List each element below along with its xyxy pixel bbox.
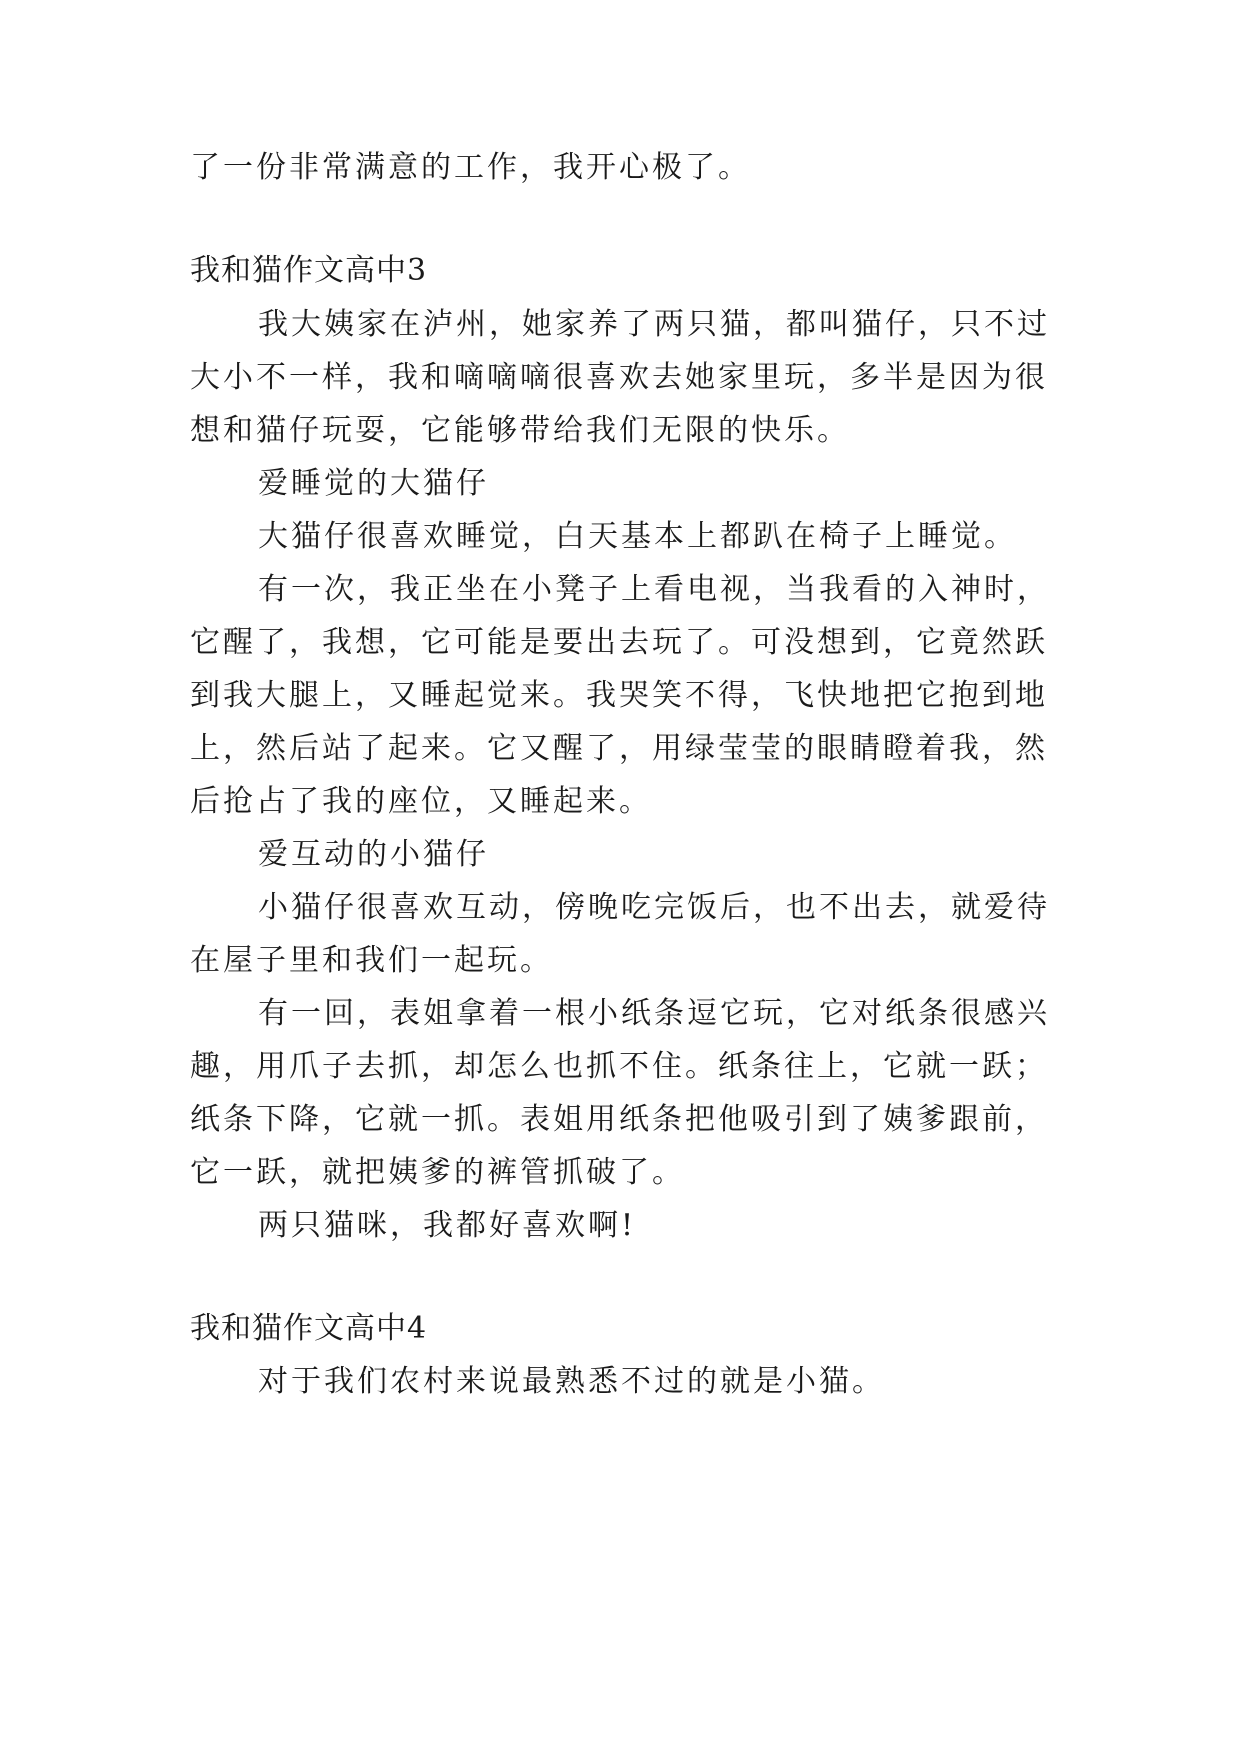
paragraph-line: 对于我们农村来说最熟悉不过的就是小猫。 (258, 1364, 885, 1399)
subheading-line: 爱互动的小猫仔 (258, 837, 489, 872)
section-heading: 我和猫作文高中4 (190, 1311, 428, 1346)
paragraph-line: 两只猫咪，我都好喜欢啊! (258, 1208, 637, 1243)
paragraph-line: 想和猫仔玩耍，它能够带给我们无限的快乐。 (190, 413, 850, 448)
subheading-line: 爱睡觉的大猫仔 (258, 466, 489, 501)
paragraph-line: 纸条下降，它就一抓。表姐用纸条把他吸引到了姨爹跟前， (190, 1102, 1048, 1137)
paragraph-line: 在屋子里和我们一起玩。 (190, 943, 553, 978)
paragraph-line: 小猫仔很喜欢互动，傍晚吃完饭后，也不出去，就爱待 (258, 890, 1050, 925)
paragraph-line: 它醒了，我想，它可能是要出去玩了。可没想到，它竟然跃 (190, 625, 1048, 660)
paragraph-line: 它一跃，就把姨爹的裤管抓破了。 (190, 1155, 685, 1190)
paragraph-line: 我大姨家在泸州，她家养了两只猫，都叫猫仔，只不过 (258, 307, 1050, 342)
paragraph-line: 趣，用爪子去抓，却怎么也抓不住。纸条往上，它就一跃； (190, 1049, 1048, 1084)
paragraph-line: 后抢占了我的座位，又睡起来。 (190, 784, 652, 819)
paragraph-line: 有一次，我正坐在小凳子上看电视，当我看的入神时， (258, 572, 1050, 607)
paragraph-line: 了一份非常满意的工作，我开心极了。 (190, 150, 751, 185)
section-heading: 我和猫作文高中3 (190, 253, 428, 288)
paragraph-line: 有一回，表姐拿着一根小纸条逗它玩，它对纸条很感兴 (258, 996, 1050, 1031)
paragraph-line: 上，然后站了起来。它又醒了，用绿莹莹的眼睛瞪着我，然 (190, 731, 1048, 766)
paragraph-line: 大猫仔很喜欢睡觉，白天基本上都趴在椅子上睡觉。 (258, 519, 1017, 554)
paragraph-line: 大小不一样，我和嘀嘀嘀很喜欢去她家里玩，多半是因为很 (190, 360, 1048, 395)
paragraph-line: 到我大腿上，又睡起觉来。我哭笑不得，飞快地把它抱到地 (190, 678, 1048, 713)
